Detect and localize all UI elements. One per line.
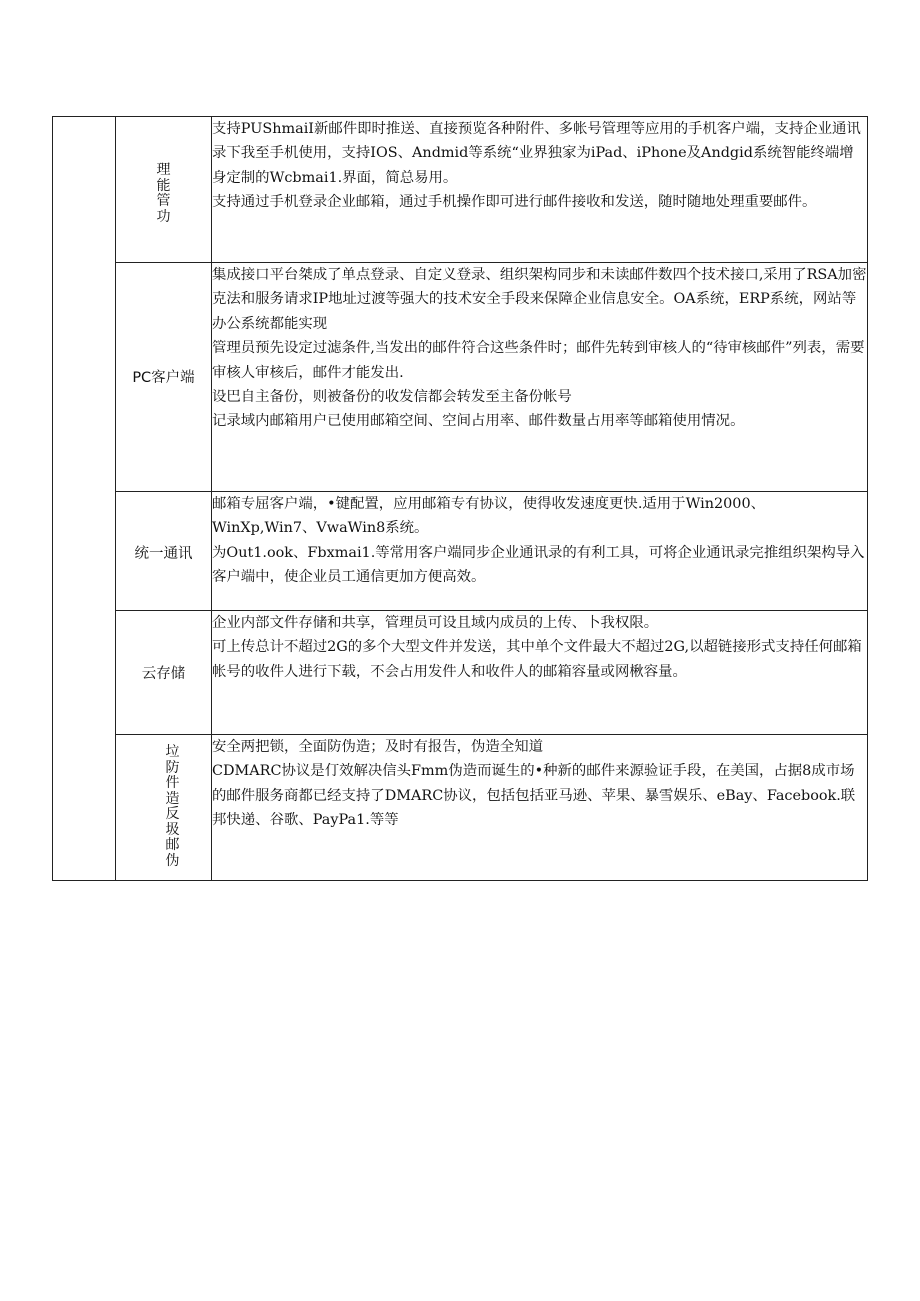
row-label-anti-spam [134, 745, 211, 869]
row-label-cell [116, 492, 212, 611]
content-paragraph: 管理员预先设定过滤条件,当发出的邮件符合这些条件时；邮件先转到审核人的“待审核邮件”列表，需要审核人审核后，邮件才能发出. [212, 340, 865, 381]
label-char: 功 [156, 208, 171, 225]
row-content [212, 735, 868, 881]
row-label-cell [116, 611, 212, 735]
label-char: 伪 [165, 852, 180, 869]
table-row [53, 492, 868, 611]
label-char: 反 [165, 806, 180, 822]
outer-category-cell [53, 117, 116, 881]
feature-table [52, 116, 868, 881]
label-char: 管 [156, 193, 171, 209]
table-row [53, 117, 868, 263]
row-label-cell [116, 263, 212, 492]
label-char: 垃 [165, 744, 180, 760]
table-row [53, 611, 868, 735]
content-paragraph: 支持通过手机登录企业邮箱，通过手机操作即可进行邮件接收和发送，随时随地处理重要邮件。 [212, 194, 817, 211]
row-label-unified-comms: 统一通讯 [134, 546, 193, 562]
row-content [212, 611, 868, 735]
row-content [212, 492, 868, 611]
label-char: 理 [156, 162, 171, 178]
content-paragraph: 可上传总计不超过2G的多个大型文件并发送，其中单个文件最大不超过2G,以超链接形式支持任何邮箱帐号的收件人进行下载，不会占用发件人和收件人的邮箱容量或网楸容量。 [212, 639, 862, 680]
content-paragraph: CDMARC协议是仃效解决信头Fmm伪造而诞生的•种新的邮件来源验证手段，在美国，占据8成市场的邮件服务商都已经支持了DMARC协议，包括包括亚马逊、苹果、暴雪娱乐、eBay、Facebook.联邦快递、谷歌、PayPa1.等等 [212, 763, 856, 829]
content-paragraph: 邮箱专屈客户端，•键配置，应用邮箱专有协议，使得收发速度更快.适用于Win2000、WinXp,Win7、VwaWin8系统。 [212, 496, 765, 537]
label-char: 件 [165, 775, 180, 791]
table-row [53, 263, 868, 492]
row-content [212, 263, 868, 492]
label-char: 圾 [165, 821, 180, 838]
row-content [212, 117, 868, 263]
table-row [53, 735, 868, 881]
content-paragraph: 企业内部文件存储和共享，管理员可设且域内成员的上传、卜我权限。 [212, 615, 659, 631]
row-label-cell [116, 117, 212, 263]
row-label-cloud-storage: 云存储 [141, 666, 186, 682]
content-paragraph: 支持PUShmaiI新邮件即时推送、直接预览各种附件、多帐号管理等应用的手机客户端，支持企业通讯录下我至手机使用，支持IOS、Andmid等系统“业界独家为iPad、iPhone及Andgid系统智能终端增身定制的Wcbmai1.界面，简总易用。 [212, 121, 861, 186]
content-paragraph: 记录域内邮箱用户已使用邮箱空间、空间占用率、邮件数量占用率等邮箱使用情况。 [212, 413, 745, 430]
content-paragraph: 安全两把锁，全面防伪造；及时有报告，伪造全知道 [212, 739, 543, 755]
label-char: 防 [165, 759, 180, 776]
label-char: 造 [165, 790, 180, 807]
content-paragraph: 集成接口平台桀成了单点登录、自定义登录、组织架构同步和未读邮件数四个技术接口,采用了RSA加密克法和服务请求IP地址过渡等强大的技术安全手段来保障企业信息安全。OA系统，ERP系统，网站等办公系统都能实现 [212, 267, 867, 332]
label-char: 邮 [165, 837, 180, 853]
content-paragraph: 为Out1.ook、Fbxmai1.等常用客户端同步企业通讯录的有利工具，可将企业通讯录完推组织架构导入客户端中，使企业员工通信更加方便高效。 [212, 544, 865, 586]
row-label-pc-client: PC客户端 [132, 370, 195, 386]
row-label-cell [116, 735, 212, 881]
content-paragraph: 设巴自主备份，则被备份的收发信都会转发至主备份帐号 [212, 389, 572, 406]
row-label-mobile [116, 163, 211, 225]
label-char: 能 [156, 177, 171, 194]
